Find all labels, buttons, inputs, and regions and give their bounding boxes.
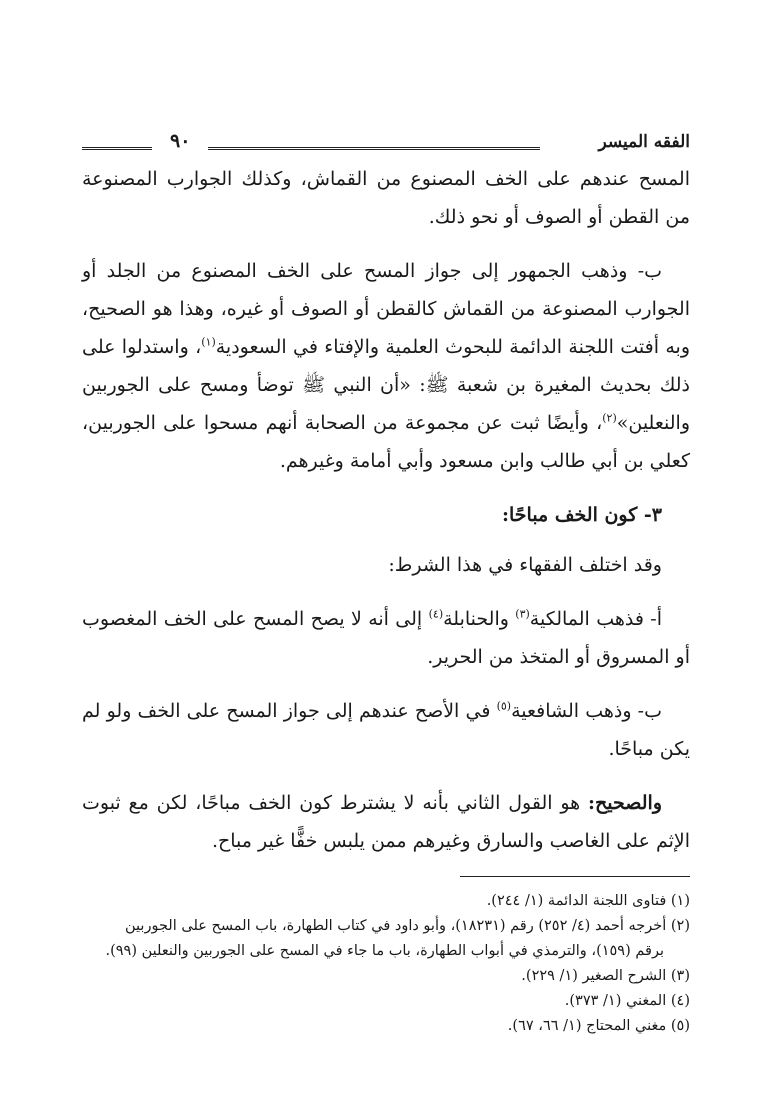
paragraph-2: ب- وذهب الجمهور إلى جواز المسح على الخف المصنوع من الجلد أو الجوارب المصنوعة من القماش كالقطن أو الصوف أو غيره، وهذا هو الصحيح، وبه أفتت اللجنة الدائمة للبحوث العلمية والإفتاء في السعودية$^{(١)}$، واستدلوا على ذلك بحديث المغيرة بن شعبة ﷺ: «أن النبي ﷺ توضأ ومسح على الجوربين والنعلين»$^{(٢)}$، وأيضًا ثبت عن مجموعة من الصحابة أنهم مسحوا على الجوربين، كعلي بن أبي طالب وابن مسعود وأبي أمامة وغيرهم. bbox=[82, 260, 691, 472]
paragraph-1: المسح عندهم على الخف المصنوع من القماش، وكذلك الجوارب المصنوعة من القطن أو الصوف أو نحو ذلك. bbox=[82, 168, 690, 228]
footnote-4: (٤) المغني (١/ ٣٧٣). bbox=[564, 993, 690, 1009]
paragraph-4: أ- فذهب المالكية$^{(٣)}$ والحنابلة$^{(٤)}$ إلى أنه لا يصح المسح على الخف المغصوب أو المسروق أو المتخذ من الحرير. bbox=[82, 607, 690, 668]
footnote-ref-2[interactable]: (٢) bbox=[602, 411, 617, 425]
paragraph-6: والصحيح: هو القول الثاني بأنه لا يشترط كون الخف مباحًا، لكن مع ثبوت الإثم على الغاصب والسارق وغيرهم ممن يلبس خفًّا غير مباح. bbox=[82, 792, 690, 852]
footnote-1: (١) فتاوى اللجنة الدائمة (١/ ٢٤٤). bbox=[486, 893, 690, 909]
footnote-2-continued: برقم (١٥٩)، والترمذي في أبواب الطهارة، باب ما جاء في المسح على الجوربين والنعلين (٩٩). bbox=[105, 943, 664, 959]
footnote-ref-5[interactable]: (٥) bbox=[496, 699, 512, 713]
footnotes bbox=[82, 889, 690, 1039]
section-heading: ٣- كون الخف مباحًا: bbox=[501, 504, 662, 526]
footnote-separator bbox=[460, 876, 690, 877]
footnote-ref-1[interactable]: (١) bbox=[201, 335, 216, 349]
footnote-3: (٣) الشرح الصغير (١/ ٢٢٩). bbox=[521, 968, 690, 984]
footnote-ref-3[interactable]: (٣) bbox=[515, 607, 530, 621]
book-title: الفقه الميسر bbox=[598, 132, 690, 152]
page-header bbox=[82, 120, 690, 160]
paragraph-5: ب- وذهب الشافعية$^{(٥)}$ في الأصح عندهم إلى جواز المسح على الخف ولو لم يكن مباحًا. bbox=[82, 699, 690, 760]
body-text bbox=[82, 160, 690, 860]
header-rule bbox=[208, 147, 540, 150]
paragraph-3: وقد اختلف الفقهاء في هذا الشرط: bbox=[388, 554, 662, 576]
footnote-ref-4[interactable]: (٤) bbox=[428, 607, 444, 621]
page-number: ٩٠ bbox=[170, 130, 191, 152]
footnote-2: (٢) أخرجه أحمد (٤/ ٢٥٢) رقم (١٨٢٣١)، وأبو داود في كتاب الطهارة، باب المسح على الجوربين bbox=[125, 918, 690, 934]
book-page bbox=[82, 120, 690, 1039]
header-rule-short bbox=[82, 147, 152, 150]
footnote-5: (٥) مغني المحتاج (١/ ٦٦، ٦٧). bbox=[507, 1018, 690, 1034]
conclusion-label: والصحيح: bbox=[588, 792, 662, 814]
